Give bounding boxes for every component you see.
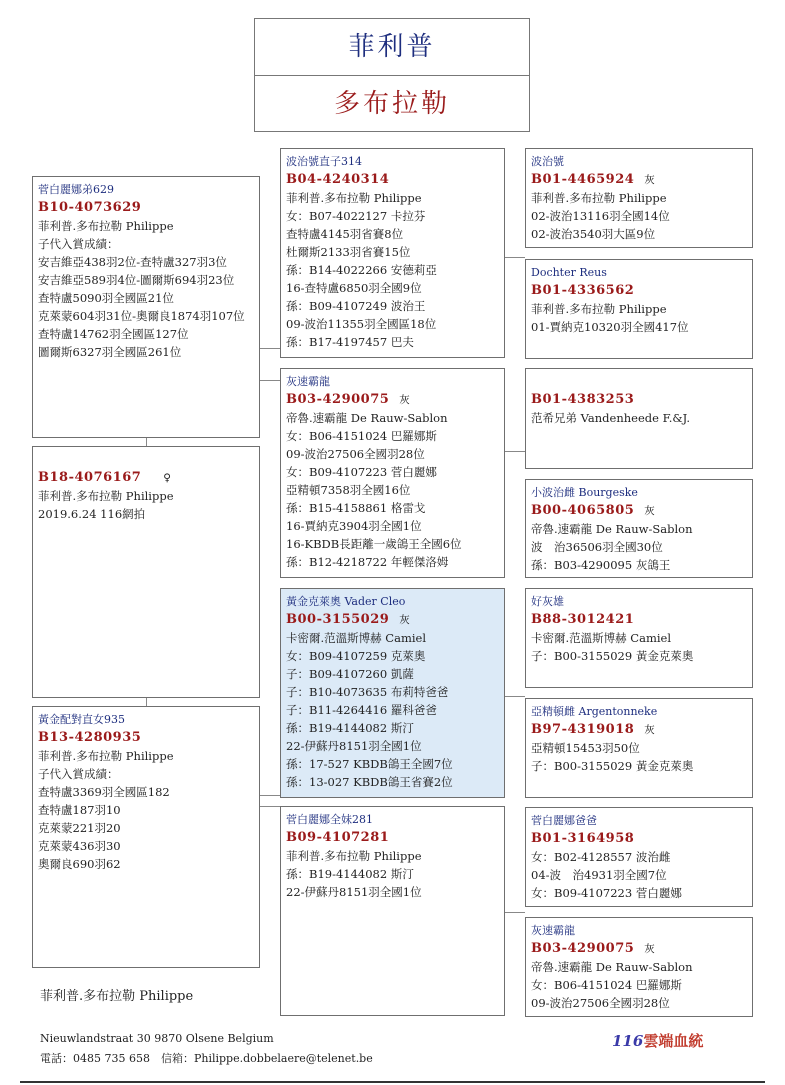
dsd-name: 亞精頓雌 Argentonneke [531,705,658,718]
ssd-box [525,259,753,359]
connector [146,698,147,706]
subject-ring-value: B18-4076167 [38,470,142,485]
box-line: 孫：B14-4022266 安德莉亞 [286,263,437,277]
box-line: 帝魯.速霸龍 De Rauw-Sablon [286,411,448,425]
box-line: 孫：13-027 KBDB鴿王省賽2位 [286,775,453,789]
box-line: 帝魯.速霸龍 De Rauw-Sablon [531,960,693,974]
box-line: 范希兄弟 Vandenheede F.&J. [531,411,691,425]
ring-value: B00-3155029 [286,612,390,627]
box-line: 查特盧14762羽全國區127位 [38,327,189,341]
ring-value: B01-4465924 [531,172,635,187]
box-line: 16-賈納克3904羽全國1位 [286,519,422,533]
dss-ring-number: B88-3012421 [531,612,635,627]
owner-given-name: 菲利普 [255,19,529,76]
box-line: 09-波治11355羽全國區18位 [286,317,437,331]
box-line: 子：B00-3155029 黃金克萊奧 [531,759,694,773]
connector [505,912,525,913]
sire-sire-box [280,148,505,358]
brand-logo [612,1030,703,1051]
box-line: 菲利普.多布拉勒 Philippe [38,219,174,233]
dds-ring-number: B01-3164958 [531,831,635,846]
dam-dam-name: 菅白麗娜全妹281 [286,813,373,826]
box-line: 女：B02-4128557 波治雌 [531,850,671,864]
box-line: 04-波 治4931羽全國7位 [531,868,667,882]
box-line: 孫：B17-4197457 巴夫 [286,335,414,349]
box-line: 帝魯.速霸龍 De Rauw-Sablon [531,522,693,536]
connector [505,451,525,452]
box-line: 菲利普.多布拉勒 Philippe [286,191,422,205]
dam-name: 黃金配對直女935 [38,713,125,726]
box-line: 22-伊蘇丹8151羽全國1位 [286,885,422,899]
connector [260,380,280,381]
box-line: 孫：B09-4107249 波治王 [286,299,426,313]
sire-sire-name: 波治號直子314 [286,155,362,168]
plumage-color: 灰 [644,724,656,736]
box-line: 孫：B12-4218722 年輕傑洛姆 [286,555,449,569]
box-line: 子：B11-4264416 羅科爸爸 [286,703,437,717]
box-line: 09-波治27506全國羽28位 [286,447,425,461]
ring-value: B03-4290075 [531,941,635,956]
subject-box [32,446,260,698]
box-line: 克萊蒙436羽30 [38,839,121,853]
owner-surname: 多布拉勒 [333,89,450,119]
box-line: 查特盧4145羽省賽8位 [286,227,404,241]
ddd-name: 灰速霸龍 [531,924,575,937]
owner-address: Nieuwlandstraat 30 9870 Olsene Belgium [40,1032,274,1045]
ssd-ring-number: B01-4336562 [531,283,635,298]
sdd-name: 小波治雌 Bourgeske [531,486,638,499]
dam-box [32,706,260,968]
logo-number: 116 [612,1032,644,1050]
sdd-ring-number [531,502,747,520]
box-line: 孫：B19-4144082 斯汀 [286,867,414,881]
box-line: 子：B09-4107260 凱薩 [286,667,414,681]
box-line: 子：B10-4073635 布莉特爸爸 [286,685,449,699]
sdd-box [525,479,753,578]
dam-dam-ring-number: B09-4107281 [286,830,390,845]
box-line: 菲利普.多布拉勒 Philippe [531,302,667,316]
box-line: 2019.6.24 116網拍 [38,507,146,521]
sire-dam-box [280,368,505,578]
box-line: 安吉維亞438羽2位-查特盧327羽3位 [38,255,227,269]
box-line: 02-波治13116羽全國14位 [531,209,670,223]
box-line: 孫：B19-4144082 斯汀 [286,721,414,735]
box-line: 菲利普.多布拉勒 Philippe [286,849,422,863]
box-line: 圖爾斯6327羽全國區261位 [38,345,182,359]
owner-contact: 電話：0485 735 658 信箱：Philippe.dobbelaere@telenet.be [40,1052,373,1065]
subject-sex: ♀ [163,472,172,484]
box-line: 22-伊蘇丹8151羽全國1位 [286,739,422,753]
box-line: 16-查特盧6850羽全國9位 [286,281,422,295]
dds-box [525,807,753,907]
sss-ring-number [531,171,747,189]
box-line: 子代入賞成績： [38,767,119,781]
box-line: 查特盧3369羽全國區182 [38,785,170,799]
sire-box [32,176,260,438]
plumage-color: 灰 [399,394,411,406]
box-line: 女：B06-4151024 巴羅娜斯 [286,429,437,443]
box-line: 奧爾良690羽62 [38,857,121,871]
dam-dam-box [280,806,505,1016]
dds-name: 菅白麗娜爸爸 [531,814,597,827]
ddd-box [525,917,753,1017]
dsd-box [525,698,753,798]
dam-sire-name: 黃金克萊奧 Vader Cleo [286,595,406,608]
box-line: 杜爾斯2133羽省賽15位 [286,245,411,259]
box-line: 克萊蒙221羽20 [38,821,121,835]
box-line: 亞精頓15453羽50位 [531,741,640,755]
box-line: 女：B07-4022127 卡拉芬 [286,209,426,223]
box-line: 16-KBDB長距離一歲鴿王全國6位 [286,537,462,551]
box-line: 女：B09-4107259 克萊奧 [286,649,426,663]
box-line: 亞精頓7358羽全國16位 [286,483,411,497]
plumage-color: 灰 [644,174,656,186]
sss-name: 波治號 [531,155,564,168]
ring-value: B00-4065805 [531,503,635,518]
box-line: 孫：17-527 KBDB鴿王全國7位 [286,757,453,771]
connector [260,795,280,796]
connector [505,257,525,258]
box-line: 女：B09-4107223 菅白麗娜 [286,465,437,479]
box-line: 波 治36506羽全國30位 [531,540,663,554]
box-line: 卡密爾.范溫斯博赫 Camiel [531,631,672,645]
plumage-color: 灰 [644,505,656,517]
box-line: 卡密爾.范溫斯博赫 Camiel [286,631,427,645]
sire-ring-number: B10-4073629 [38,200,142,215]
box-line: 查特盧5090羽全國區21位 [38,291,174,305]
sire-name: 菅白麗娜弟629 [38,183,114,196]
pedigree-title-box [254,18,530,132]
dam-sire-ring-number [286,611,499,629]
box-line: 孫：B15-4158861 格雷戈 [286,501,426,515]
sss-box [525,148,753,248]
sire-sire-ring-number: B04-4240314 [286,172,390,187]
connector [505,696,525,697]
box-line: 菲利普.多布拉勒 Philippe [531,191,667,205]
box-line: 女：B06-4151024 巴羅娜斯 [531,978,682,992]
ddd-ring-number [531,940,747,958]
dss-box [525,588,753,688]
sds-box [525,368,753,469]
box-line: 02-波治3540羽大區9位 [531,227,656,241]
sire-dam-ring-number [286,391,499,409]
box-line: 01-賈納克10320羽全國417位 [531,320,689,334]
box-line: 子：B00-3155029 黃金克萊奧 [531,649,694,663]
dam-ring-number: B13-4280935 [38,730,142,745]
dss-name: 好灰雄 [531,595,564,608]
box-line: 菲利普.多布拉勒 Philippe [38,489,174,503]
connector [260,806,280,807]
box-line: 菲利普.多布拉勒 Philippe [38,749,174,763]
box-line: 女：B09-4107223 菅白麗娜 [531,886,682,900]
box-line: 查特盧187羽10 [38,803,121,817]
plumage-color: 灰 [399,614,411,626]
ssd-name: Dochter Reus [531,266,607,279]
box-line: 安吉維亞589羽4位-圖爾斯694羽23位 [38,273,235,287]
box-line: 09-波治27506全國羽28位 [531,996,670,1010]
dsd-ring-number [531,721,747,739]
box-line: 子代入賞成績： [38,237,119,251]
plumage-color: 灰 [644,943,656,955]
owner-signature: 菲利普.多布拉勒 Philippe [40,989,194,1004]
ring-value: B97-4319018 [531,722,635,737]
logo-text: 雲端血統 [643,1032,704,1050]
box-line: 克萊蒙604羽31位-奧爾良1874羽107位 [38,309,245,323]
box-line: 孫：B03-4290095 灰鴿王 [531,558,671,572]
subject-ring-number [38,469,254,487]
sire-dam-name: 灰速霸龍 [286,375,330,388]
ring-value: B03-4290075 [286,392,390,407]
dam-sire-box [280,588,505,798]
connector [146,438,147,446]
bottom-divider [20,1081,765,1083]
connector [260,348,280,349]
sds-ring-number: B01-4383253 [531,392,635,407]
